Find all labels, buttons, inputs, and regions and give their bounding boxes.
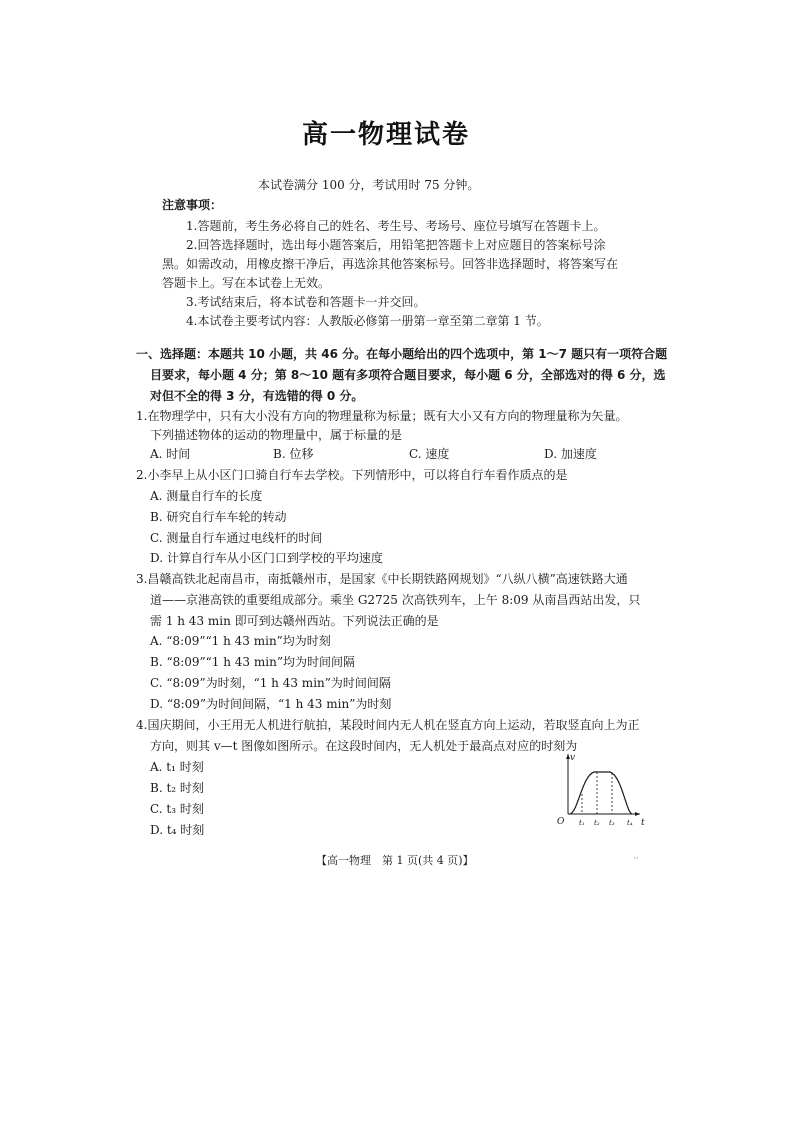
question-stem: 4.国庆期间，小王用无人机进行航拍，某段时间内无人机在竖直方向上运动，若取竖直向上为正 [136,718,640,732]
question-stem: 需 1 h 43 min 即可到达赣州西站。下列说法正确的是 [150,614,439,628]
tick-t2: t₂ [594,819,600,827]
vt-graph [548,748,648,832]
option-b: B. 位移 [273,447,314,461]
option-a: A. t₁ 时刻 [150,760,204,774]
tick-t3: t₃ [609,819,615,827]
option-c: C. 速度 [409,447,450,461]
question-stem: 2.小李早上从小区门口骑自行车去学校。下列情形中，可以将自行车看作质点的是 [136,468,568,482]
section-heading: 一、选择题：本题共 10 小题，共 46 分。在每小题给出的四个选项中，第 1～7 题只有一项符合题 [136,347,668,361]
option-d: D. t₄ 时刻 [150,823,205,837]
option-c: C. t₃ 时刻 [150,802,204,816]
axis-label-v: v [570,753,576,763]
option-d: D. “8:09”为时间间隔，“1 h 43 min”为时刻 [150,697,392,711]
section-heading: 目要求，每小题 4 分；第 8～10 题有多项符合题目要求，每小题 6 分，全部选对的得 6 分，选 [150,368,666,382]
notice-item: 黑。如需改动，用橡皮擦干净后，再选涂其他答案标号。回答非选择题时，将答案写在 [162,257,619,271]
option-c: C. 测量自行车通过电线杆的时间 [150,531,323,545]
notice-item: 答题卡上。写在本试卷上无效。 [162,276,331,290]
x-axis-arrow-icon [635,812,640,816]
option-d: D. 计算自行车从小区门口到学校的平均速度 [150,551,383,565]
option-a: A. 时间 [150,447,191,461]
velocity-curve [570,772,632,814]
option-b: B. 研究自行车车轮的转动 [150,510,287,524]
question-stem: 方向，则其 v—t 图像如图所示。在这段时间内，无人机处于最高点对应的时刻为 [150,739,578,753]
question-stem: 3.昌赣高铁北起南昌市，南抵赣州市，是国家《中长期铁路网规划》“八纵八横”高速铁路大通 [136,572,628,586]
tick-t4: t₄ [627,819,633,827]
question-stem: 下列描述物体的运动的物理量中，属于标量的是 [150,428,403,442]
notice-heading: 注意事项： [162,198,223,212]
section-heading: 对但不全的得 3 分，有选错的得 0 分。 [150,389,364,403]
page-title: 高一物理试卷 [302,120,471,150]
notice-item: 1.答题前，考生务必将自己的姓名、考生号、考场号、座位号填写在答题卡上。 [186,219,606,233]
question-stem: 1.在物理学中，只有大小没有方向的物理量称为标量；既有大小又有方向的物理量称为矢量。 [136,409,628,423]
tick-t1: t₁ [579,819,585,827]
option-c: C. “8:09”为时刻，“1 h 43 min”为时间间隔 [150,676,391,690]
option-b: B. t₂ 时刻 [150,781,204,795]
notice-item: 2.回答选择题时，选出每小题答案后，用铅笔把答题卡上对应题目的答案标号涂 [186,238,606,252]
notice-item: 3.考试结束后，将本试卷和答题卡一并交回。 [186,295,426,309]
question-stem: 道——京港高铁的重要组成部分。乘坐 G2725 次高铁列车，上午 8:09 从南昌西站出发，只 [150,593,641,607]
exam-intro: 本试卷满分 100 分，考试用时 75 分钟。 [258,178,480,192]
notice-item: 4.本试卷主要考试内容：人教版必修第一册第一章至第二章第 1 节。 [186,314,549,328]
axis-label-t: t [641,818,645,828]
option-a: A. 测量自行车的长度 [150,489,263,503]
page-footer: 【高一物理 第 1 页(共 4 页)】 [316,854,474,867]
option-b: B. “8:09”“1 h 43 min”均为时间间隔 [150,655,355,669]
corner-mark: ·· [633,854,639,864]
option-a: A. “8:09”“1 h 43 min”均为时刻 [150,634,331,648]
origin-label: O [557,817,565,827]
option-d: D. 加速度 [544,447,597,461]
